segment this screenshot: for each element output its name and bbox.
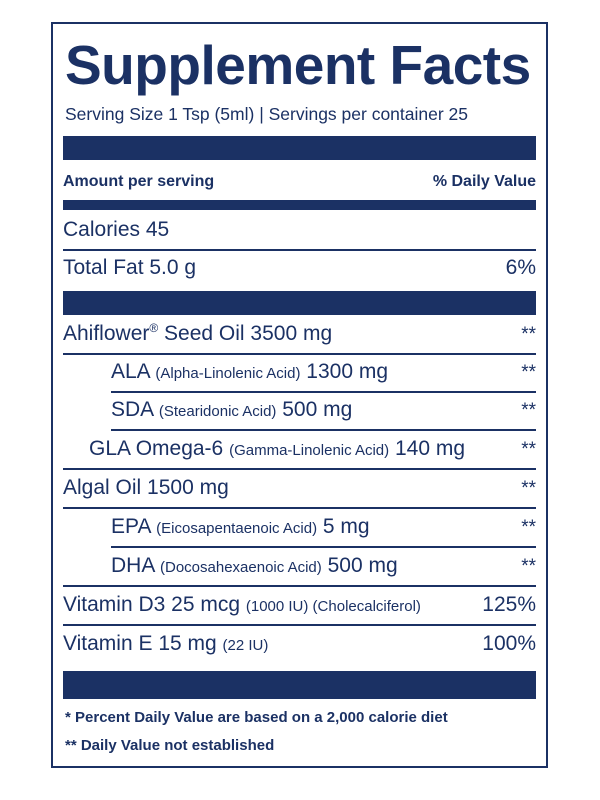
total-fat-row: [63, 256, 536, 280]
ahiflower-label: Ahiflower® Seed Oil 3500 mg: [63, 321, 333, 345]
calories-row: [63, 218, 536, 242]
algal-oil-dv: **: [521, 478, 536, 499]
divider-line: [111, 546, 536, 548]
vitamin-e-dv: 100%: [482, 632, 536, 655]
vitamin-d3-row: [63, 593, 536, 617]
dha-label: DHA (Docosahexaenoic Acid) 500 mg: [111, 554, 398, 577]
panel-title: Supplement Facts: [65, 34, 531, 96]
ahiflower-row: [63, 321, 536, 346]
epa-row: [63, 515, 536, 539]
ala-row: [63, 360, 536, 384]
divider-line: [63, 585, 536, 587]
serving-info: Serving Size 1 Tsp (5ml) | Servings per container 25: [65, 104, 469, 124]
divider-line: [111, 429, 536, 431]
epa-label: EPA (Eicosapentaenoic Acid) 5 mg: [111, 515, 370, 538]
epa-dv: **: [521, 517, 536, 538]
calories-label: Calories 45: [63, 218, 170, 241]
algal-oil-label: Algal Oil 1500 mg: [63, 476, 229, 499]
thick-divider-2: [63, 200, 536, 210]
thick-divider-4: [63, 671, 536, 699]
vitamin-d3-dv: 125%: [482, 593, 536, 616]
footnote-not-established: ** Daily Value not established: [65, 737, 275, 754]
divider-line: [63, 468, 536, 470]
sda-label: SDA (Stearidonic Acid) 500 mg: [111, 398, 353, 421]
divider-line: [111, 391, 536, 393]
total-fat-label: Total Fat 5.0 g: [63, 256, 197, 279]
ala-dv: **: [521, 362, 536, 383]
gla-row: [63, 437, 536, 461]
amount-per-serving-label: Amount per serving: [63, 173, 215, 190]
dha-dv: **: [521, 556, 536, 577]
ahiflower-dv: **: [521, 324, 536, 345]
divider-line: [63, 249, 536, 251]
total-fat-dv: 6%: [505, 256, 536, 279]
footnote-dv-basis: * Percent Daily Value are based on a 2,000 calorie diet: [65, 709, 448, 726]
vitamin-d3-label: Vitamin D3 25 mcg (1000 IU) (Cholecalciferol): [63, 593, 421, 616]
thick-divider-3: [63, 291, 536, 315]
gla-label: GLA Omega-6 (Gamma-Linolenic Acid) 140 mg: [89, 437, 466, 460]
algal-oil-row: [63, 476, 536, 500]
divider-line: [63, 353, 536, 355]
column-header-row: [63, 173, 536, 191]
daily-value-label: % Daily Value: [432, 173, 536, 190]
sda-row: [63, 398, 536, 422]
vitamin-e-label: Vitamin E 15 mg (22 IU): [63, 632, 269, 655]
ala-label: ALA (Alpha-Linolenic Acid) 1300 mg: [111, 360, 389, 383]
sda-dv: **: [521, 400, 536, 421]
vitamin-e-row: [63, 632, 536, 656]
dha-row: [63, 554, 536, 578]
gla-dv: **: [521, 439, 536, 460]
thick-divider-1: [63, 136, 536, 160]
divider-line: [63, 507, 536, 509]
divider-line: [63, 624, 536, 626]
supplement-facts-panel: [51, 22, 548, 768]
